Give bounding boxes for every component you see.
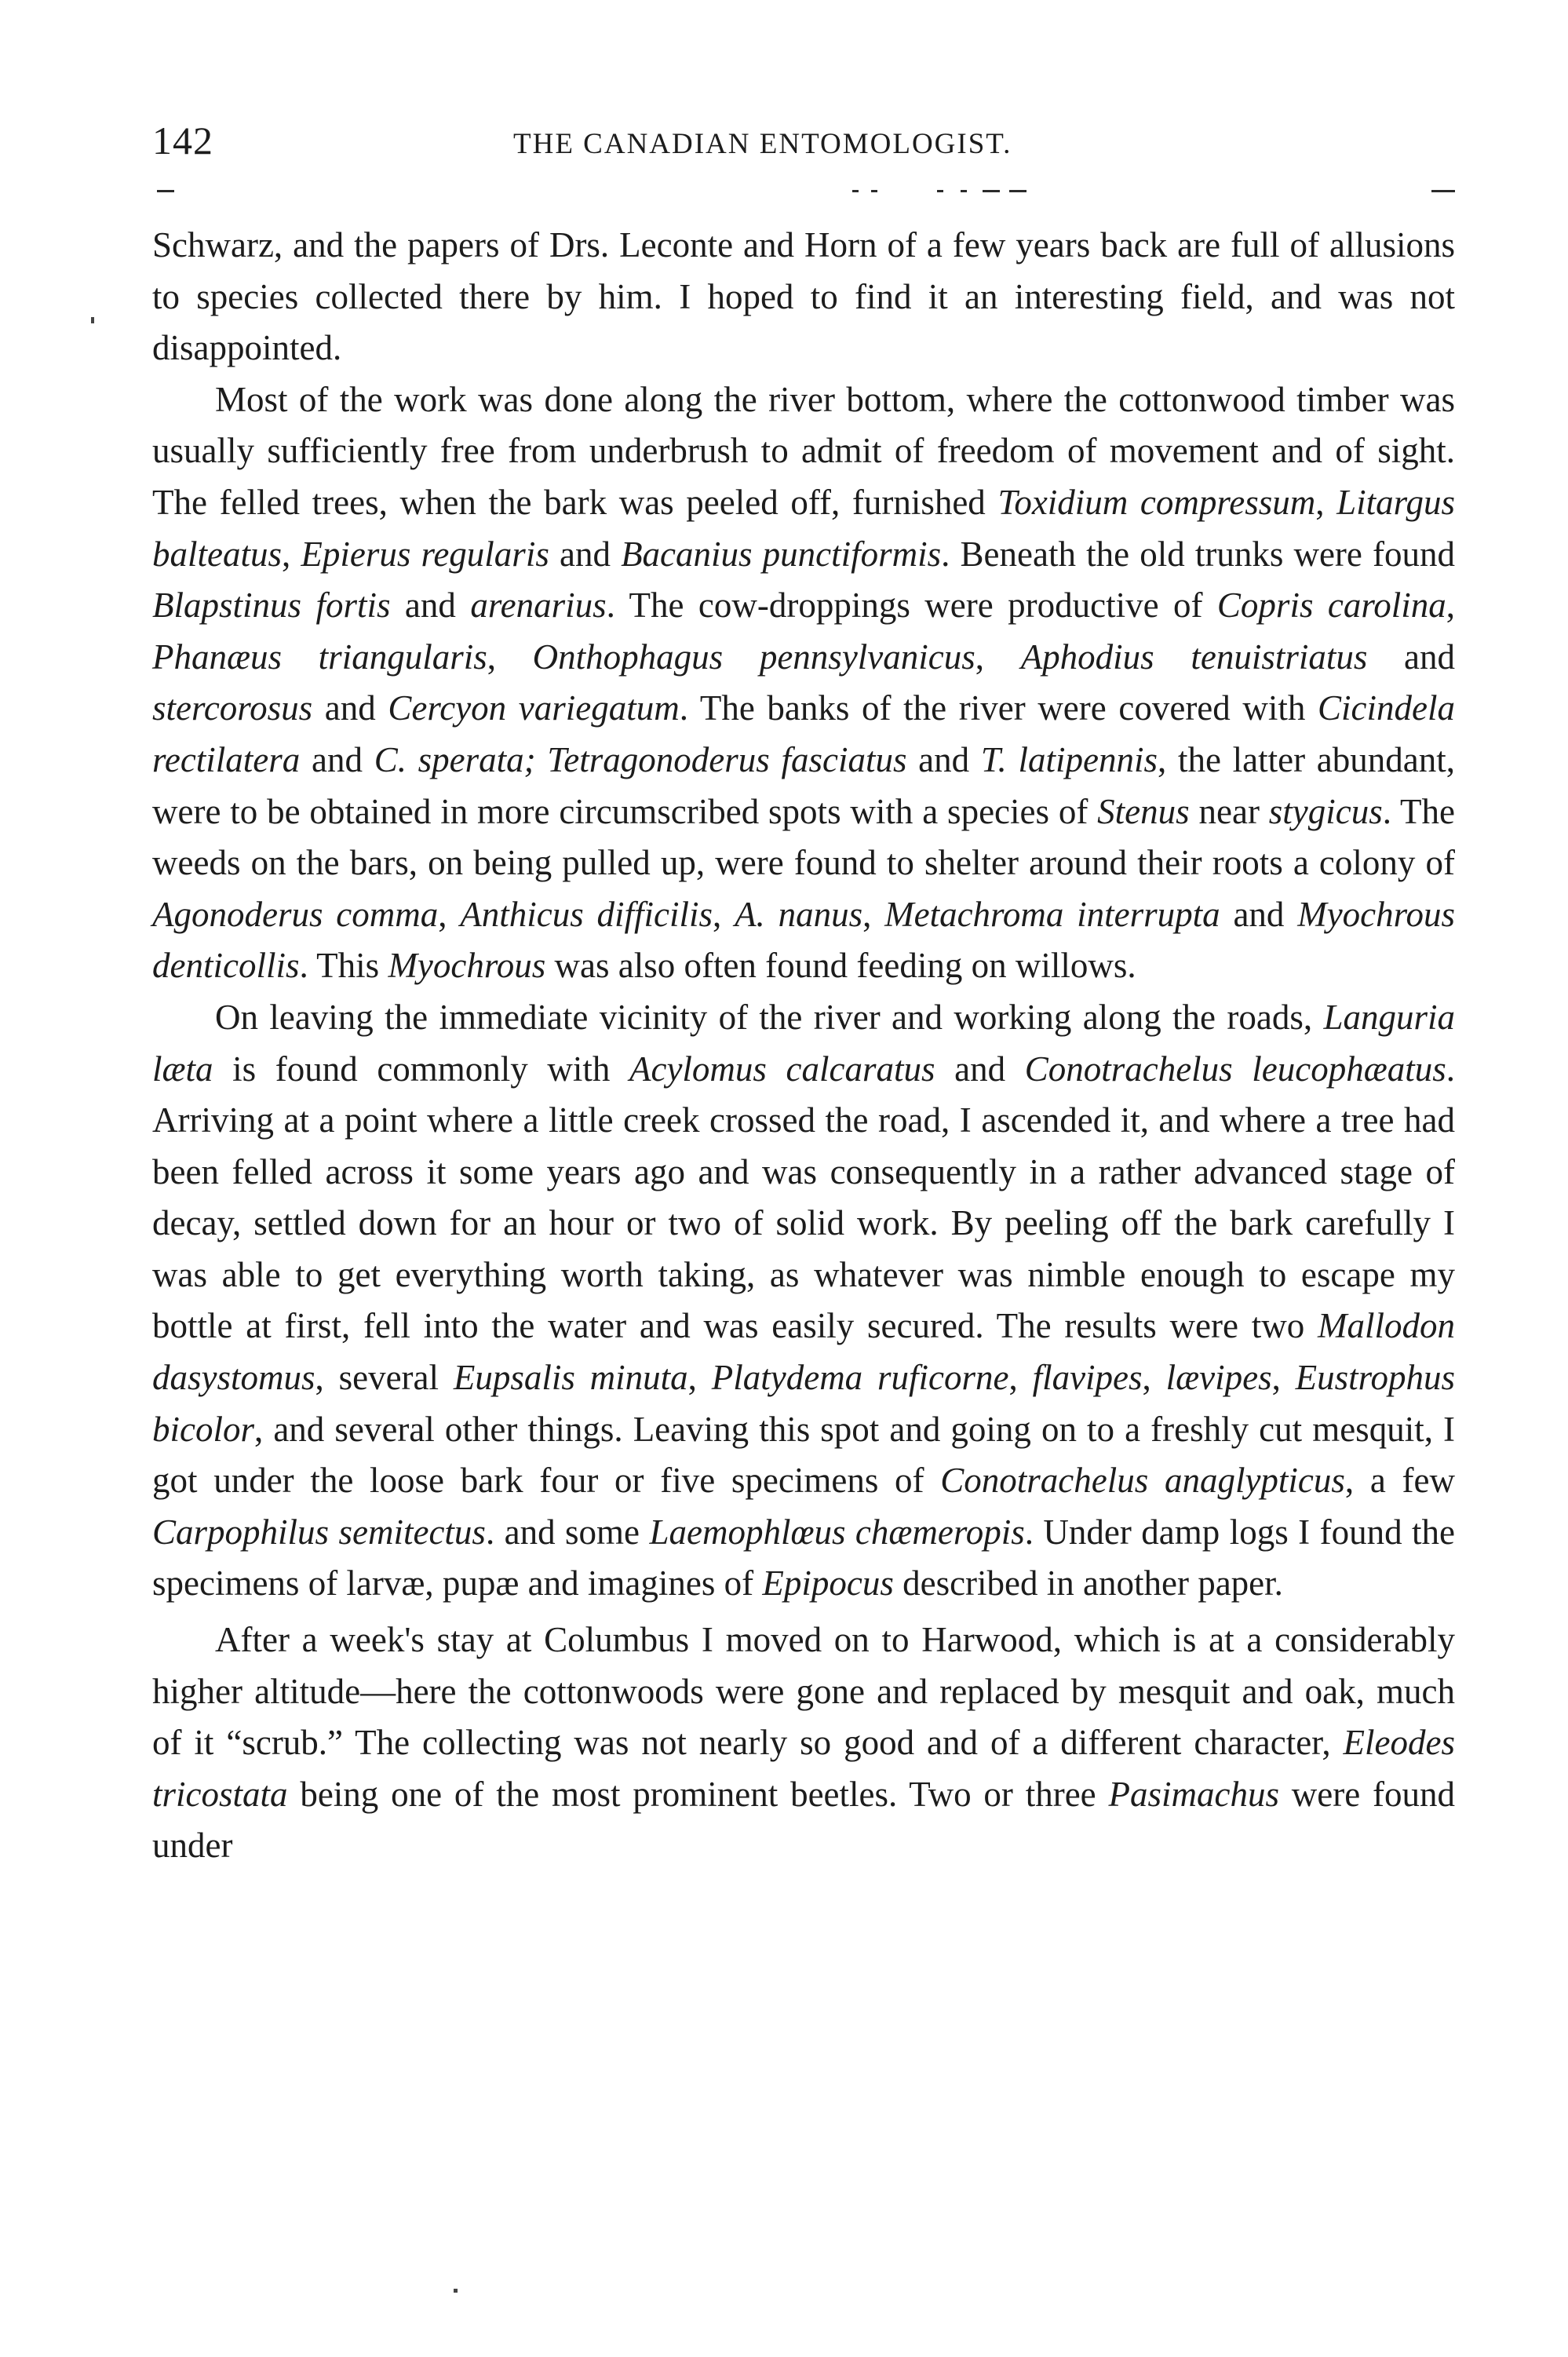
species-name: Eustrophus bicolor xyxy=(152,1358,1456,1449)
species-name: Myochrous xyxy=(388,946,546,986)
species-name: Litargus balteatus xyxy=(152,482,1455,574)
species-name: Eleodes tricostata xyxy=(152,1723,1455,1814)
species-name: Onthophagus pennsylvanicus xyxy=(532,637,975,677)
text-run: Most of the work was done along the river bottom, where the cottonwood timber was usually sufficiently free from underbrush to admit of freedom of movement and of sight. The felled trees, when the bark was peeled off, furnished xyxy=(152,379,1455,522)
page-number: 142 xyxy=(152,119,213,162)
species-name: Copris carolina xyxy=(1216,586,1446,626)
species-name: Epierus regularis xyxy=(301,534,549,574)
species-name: flavipes xyxy=(1032,1358,1143,1398)
species-name: stercorosus xyxy=(152,688,313,728)
species-name: Carpophilus semitectus xyxy=(152,1512,486,1552)
text-run: On leaving the immediate vicinity of the river and working along the roads, xyxy=(215,997,1324,1037)
species-name: lævipes xyxy=(1165,1358,1272,1398)
text-run: , xyxy=(282,534,301,574)
text-run: . The banks of the river were covered with xyxy=(679,688,1318,728)
text-run: and xyxy=(312,688,388,728)
text-run: . This xyxy=(299,946,388,986)
species-name: Mallodon dasystomus xyxy=(152,1306,1455,1398)
species-name: Languria læta xyxy=(152,997,1455,1089)
text-run: , xyxy=(1142,1358,1166,1398)
species-name: Eupsalis minuta xyxy=(453,1358,688,1398)
text-run: were found under xyxy=(152,1774,1456,1866)
margin-mark xyxy=(91,317,94,323)
text-run: and xyxy=(906,739,981,779)
species-name: Agonoderus comma xyxy=(152,894,439,934)
species-name: A. nanus xyxy=(735,894,863,934)
text-run: . The cow-droppings were productive of xyxy=(606,586,1217,626)
text-run: and xyxy=(1367,637,1456,677)
species-name: Cicindela rectilatera xyxy=(152,688,1455,779)
text-run: was also often found feeding on willows. xyxy=(545,946,1136,986)
paragraph xyxy=(152,1615,1455,1872)
species-name: Tetragonoderus fasciatus xyxy=(547,739,907,779)
text-run: . Arriving at a point where a little creek crossed the road, I ascended it, and where a tree had been felled across it some years ago and was consequently in a rather advanced stage of decay, settled down for an hour or two of solid work. By peeling off the bark carefully I was able to get everything worth taking, as whatever was nimble enough to escape my bottle at first, fell into the water and was easily secured. The results were two xyxy=(152,1049,1456,1346)
header-rule xyxy=(152,174,1455,220)
species-name: C. sperata; xyxy=(374,739,536,779)
text-run: Schwarz, and the papers of Drs. Leconte and Horn of a few years back are full of allusions to species collected there by him. I hoped to find it an interesting field, and was not disappointed. xyxy=(152,225,1455,368)
species-name: Laemophlœus chæmeropis xyxy=(649,1512,1025,1552)
text-run: , and several other things. Leaving this spot and going on to a freshly cut mesquit, I got under the loose bark four or five specimens of xyxy=(152,1409,1455,1501)
species-name: Acylomus calcaratus xyxy=(629,1049,935,1089)
text-run: , xyxy=(1271,1358,1296,1398)
species-name: Platydema ruficorne xyxy=(711,1358,1009,1398)
article-body xyxy=(152,220,1455,1872)
paragraph xyxy=(152,374,1455,992)
ink-dot xyxy=(454,2289,458,2293)
species-name: Metachroma interrupta xyxy=(884,894,1220,934)
text-run: . Under damp logs I found the specimens of larvæ, pupæ and imagines of xyxy=(152,1512,1455,1604)
species-name: Conotrachelus leucophæatus xyxy=(1024,1049,1446,1089)
species-name: Phanæus triangularis xyxy=(152,637,487,677)
text-run: . Beneath the old trunks were found xyxy=(941,534,1455,574)
species-name: Toxidium compressum xyxy=(997,482,1316,522)
text-run: being one of the most prominent beetles. Two or three xyxy=(287,1774,1109,1814)
species-name: Cercyon variegatum xyxy=(388,688,680,728)
species-name: T. latipennis xyxy=(980,739,1158,779)
text-run: is found commonly with xyxy=(213,1049,629,1089)
running-title: THE CANADIAN ENTOMOLOGIST. xyxy=(513,128,1012,160)
species-name: Myochrous denticollis xyxy=(152,894,1456,986)
species-name: arenarius xyxy=(470,586,607,626)
text-run: . and some xyxy=(485,1512,650,1552)
text-run: , xyxy=(975,637,1021,677)
species-name: Epipocus xyxy=(762,1563,894,1604)
species-name: Conotrachelus anaglypticus xyxy=(940,1461,1345,1501)
text-run: , xyxy=(687,1358,712,1398)
species-name: Aphodius tenuistriatus xyxy=(1020,637,1368,677)
text-run: . The weeds on the bars, on being pulled up, were found to shelter around their roots a colony of xyxy=(152,791,1455,883)
text-run: , several xyxy=(315,1358,454,1398)
text-run xyxy=(536,740,548,779)
text-run: , xyxy=(438,894,461,934)
species-name: Blapstinus fortis xyxy=(152,586,391,626)
species-name: Pasimachus xyxy=(1108,1774,1279,1814)
species-name: Bacanius punctiformis xyxy=(621,534,942,574)
running-head xyxy=(152,118,1455,174)
text-run: , xyxy=(862,894,885,934)
text-run: and xyxy=(1220,894,1298,934)
text-run: described in another paper. xyxy=(893,1563,1283,1604)
text-run: , xyxy=(1315,482,1337,522)
text-run: , xyxy=(1008,1358,1033,1398)
text-run: near xyxy=(1189,791,1269,831)
journal-page xyxy=(152,118,1455,1872)
text-run: and xyxy=(549,534,622,574)
text-run: After a week's stay at Columbus I moved on to Harwood, which is at a considerably higher altitude—here the cottonwoods were gone and replaced by mesquit and oak, much of it “scrub.” The collecting was not nearly so good and of a different character, xyxy=(152,1620,1455,1763)
text-run: , a few xyxy=(1344,1461,1456,1501)
species-name: stygicus xyxy=(1268,791,1383,831)
text-run: , the latter abundant, were to be obtained in more circumscribed spots with a species of xyxy=(152,739,1455,831)
species-name: Stenus xyxy=(1097,791,1190,831)
text-run: , xyxy=(487,637,533,677)
text-run: , xyxy=(713,894,735,934)
paragraph xyxy=(152,992,1455,1610)
paragraph xyxy=(152,220,1455,374)
text-run: and xyxy=(935,1049,1025,1089)
text-run: and xyxy=(300,739,374,779)
text-run: , xyxy=(1446,586,1455,626)
text-run: and xyxy=(390,586,471,626)
species-name: Anthicus difficilis xyxy=(460,894,713,934)
